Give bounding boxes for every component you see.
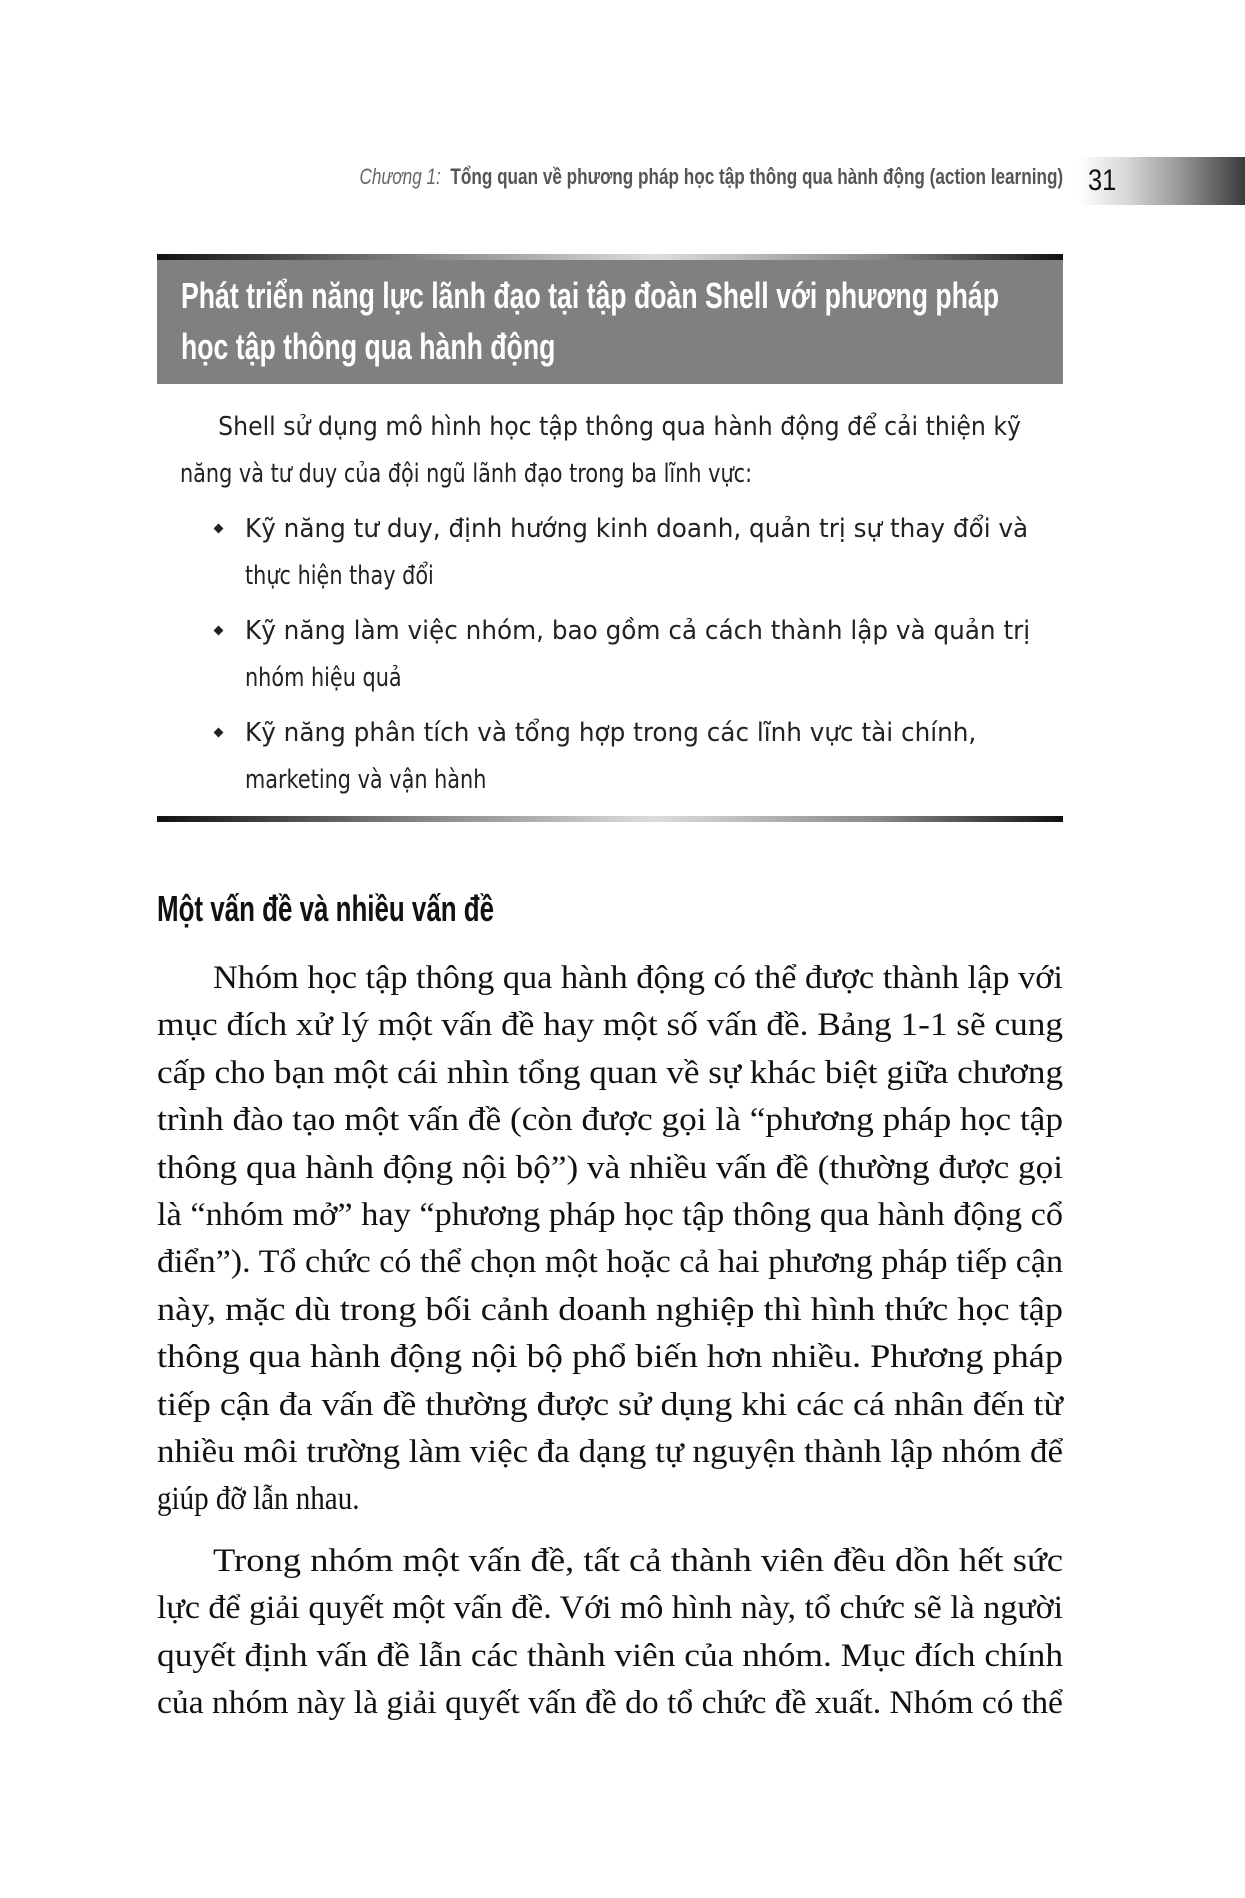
paragraph-line: là “nhóm mở” hay “phương pháp học tập thông qua hành động cổ — [157, 1196, 1064, 1233]
paragraph-line: mục đích xử lý một vấn đề hay một số vấn đề. Bảng 1-1 sẽ cung — [157, 1007, 1063, 1044]
list-item — [157, 710, 1063, 804]
diamond-bullet-icon — [214, 728, 224, 738]
list-item-line: Kỹ năng làm việc nhóm, bao gồm cả cách thành lập và quản trị — [245, 616, 1031, 646]
paragraph-line: này, mặc dù trong bối cảnh doanh nghiệp thì hình thức học tập — [157, 1291, 1063, 1328]
diamond-bullet-icon — [214, 524, 224, 534]
section-heading: Một vấn đề và nhiều vấn đề — [157, 888, 495, 929]
sidebar-body — [157, 384, 1063, 804]
sidebar-intro — [157, 404, 1063, 498]
list-item — [157, 608, 1063, 702]
paragraph-line: Nhóm học tập thông qua hành động có thể được thành lập với — [213, 960, 1063, 996]
list-item-line: nhóm hiệu quả — [245, 663, 402, 693]
paragraph-line: cấp cho bạn một cái nhìn tổng quan về sự khác biệt giữa chương — [157, 1054, 1064, 1091]
chapter-title: Tổng quan về phương pháp học tập thông qua hành động (action learning) — [450, 164, 1064, 189]
sidebar-title — [157, 260, 1063, 384]
diamond-bullet-icon — [214, 626, 224, 636]
list-item-line: marketing và vận hành — [245, 765, 487, 795]
page-number: 31 — [1088, 164, 1117, 197]
sidebar-title-line: học tập thông qua hành động — [181, 326, 556, 367]
body-paragraph — [157, 955, 1063, 1524]
paragraph-line: thông qua hành động nội bộ phổ biến hơn nhiều. Phương pháp — [157, 1339, 1064, 1376]
list-item — [157, 506, 1063, 600]
bottom-rule — [157, 816, 1063, 822]
chapter-label: Chương 1: — [359, 164, 441, 189]
paragraph-line: điển”). Tổ chức có thể chọn một hoặc cả hai phương pháp tiếp cận — [157, 1244, 1064, 1281]
paragraph-line: quyết định vấn đề lẫn các thành viên của nhóm. Mục đích chính — [157, 1637, 1064, 1674]
sidebar-intro-line: Shell sử dụng mô hình học tập thông qua hành động để cải thiện kỹ — [218, 412, 1022, 442]
sidebar-title-line: Phát triển năng lực lãnh đạo tại tập đoàn Shell với phương pháp — [181, 275, 1000, 316]
sidebar-intro-line: năng và tư duy của đội ngũ lãnh đạo trong ba lĩnh vực: — [180, 459, 753, 489]
paragraph-line: giúp đỡ lẫn nhau. — [157, 1481, 360, 1518]
sidebar-bullet-list — [157, 506, 1063, 804]
paragraph-line: thông qua hành động nội bộ”) và nhiều vấn đề (thường được gọi — [157, 1149, 1064, 1186]
running-header — [0, 157, 1245, 205]
list-item-line: Kỹ năng phân tích và tổng hợp trong các lĩnh vực tài chính, — [245, 718, 977, 748]
paragraph-line: của nhóm này là giải quyết vấn đề do tổ chức đề xuất. Nhóm có thể — [157, 1685, 1063, 1722]
sidebar-box — [157, 254, 1063, 812]
paragraph-line: nhiều môi trường làm việc đa dạng tự nguyện thành lập nhóm để — [157, 1433, 1064, 1470]
paragraph-line: Trong nhóm một vấn đề, tất cả thành viên đều dồn hết sức — [213, 1543, 1064, 1579]
list-item-line: Kỹ năng tư duy, định hướng kinh doanh, quản trị sự thay đổi và — [245, 514, 1029, 544]
paragraph-line: tiếp cận đa vấn đề thường được sử dụng khi các cá nhân đến từ — [157, 1386, 1064, 1423]
paragraph-line: lực để giải quyết một vấn đề. Với mô hình này, tổ chức sẽ là người — [157, 1590, 1064, 1627]
running-header-text — [359, 164, 1063, 190]
page-number-tab — [1078, 157, 1245, 205]
body-paragraph — [157, 1538, 1063, 1728]
paragraph-line: trình đào tạo một vấn đề (còn được gọi là “phương pháp học tập — [157, 1102, 1063, 1139]
list-item-line: thực hiện thay đổi — [245, 561, 434, 591]
